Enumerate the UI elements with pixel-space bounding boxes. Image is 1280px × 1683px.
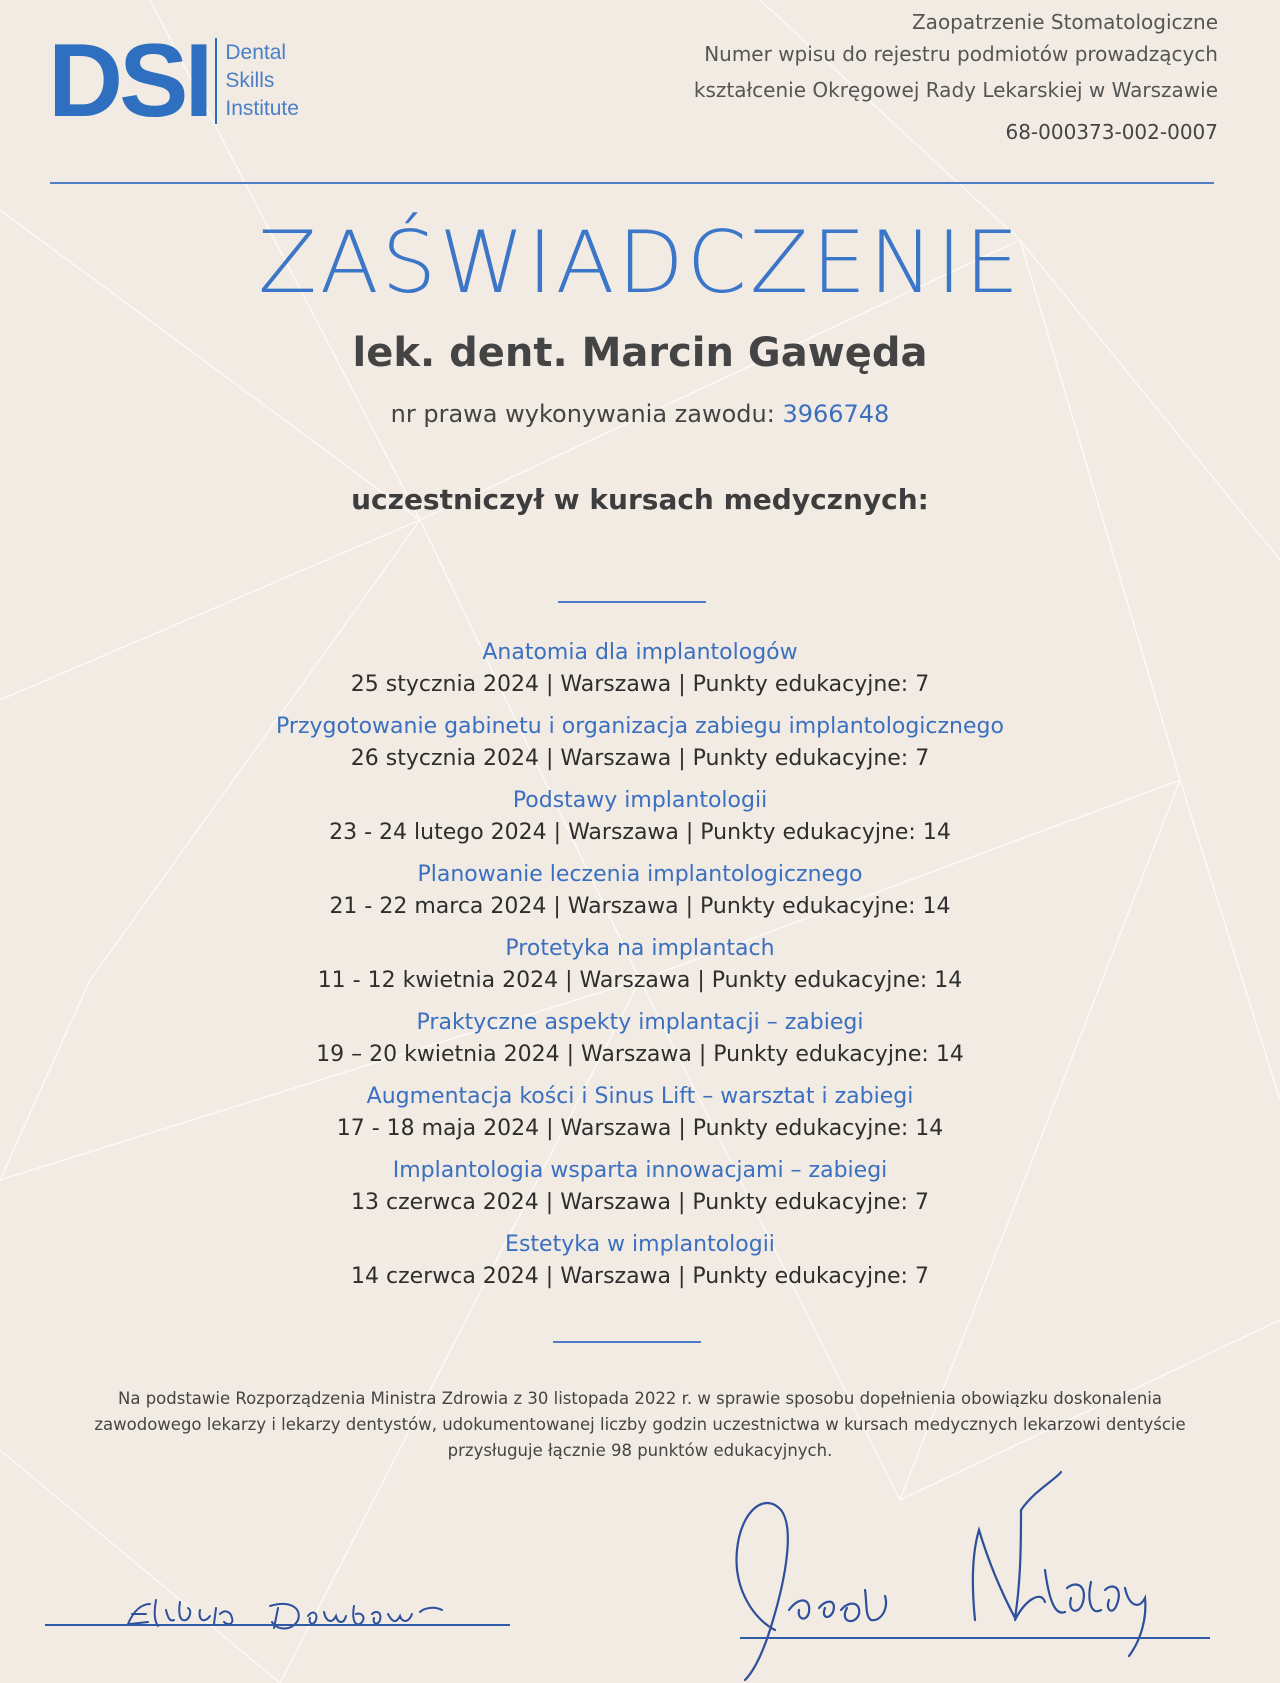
certificate-title: ZAŚWIADCZENIE bbox=[257, 213, 1023, 313]
course-title: Planowanie leczenia implantologicznego bbox=[417, 862, 863, 887]
course-item bbox=[0, 1155, 1280, 1219]
course-title: Przygotowanie gabinetu i organizacja zabiegu implantologicznego bbox=[276, 714, 1004, 739]
logo-text bbox=[225, 39, 299, 123]
course-item bbox=[0, 859, 1280, 923]
course-meta: 21 - 22 marca 2024 | Warszawa | Punkty edukacyjne: 14 bbox=[329, 894, 951, 919]
course-title: Podstawy implantologii bbox=[512, 788, 768, 813]
logo-text-line: Skills bbox=[225, 69, 275, 92]
right-signature-line bbox=[740, 1637, 1210, 1639]
logo-text-line: Institute bbox=[225, 97, 299, 120]
register-number: 68-000373-002-0007 bbox=[1005, 120, 1218, 144]
dsi-logo bbox=[48, 23, 299, 139]
course-item bbox=[0, 711, 1280, 775]
course-item bbox=[0, 1081, 1280, 1145]
left-signature-line bbox=[45, 1624, 510, 1626]
license-number: 3966748 bbox=[782, 400, 890, 428]
course-item bbox=[0, 1229, 1280, 1293]
legal-line: przysługuje łącznie 98 punktów edukacyjnych. bbox=[447, 1441, 833, 1460]
course-meta: 11 - 12 kwietnia 2024 | Warszawa | Punkty edukacyjne: 14 bbox=[317, 968, 963, 993]
register-line-1: Numer wpisu do rejestru podmiotów prowadzących bbox=[704, 42, 1218, 66]
header-divider bbox=[50, 182, 1214, 184]
course-title: Anatomia dla implantologów bbox=[482, 640, 798, 665]
section-divider-bottom bbox=[553, 1341, 701, 1343]
section-divider-top bbox=[558, 601, 706, 603]
course-title: Estetyka w implantologii bbox=[505, 1232, 775, 1257]
license-label: nr prawa wykonywania zawodu: bbox=[390, 400, 783, 428]
course-title: Augmentacja kości i Sinus Lift – warsztat i zabiegi bbox=[366, 1084, 914, 1109]
logo-text-line: Dental bbox=[225, 41, 287, 64]
course-meta: 26 stycznia 2024 | Warszawa | Punkty edukacyjne: 7 bbox=[350, 746, 930, 771]
legal-basis bbox=[46, 1386, 1234, 1464]
course-meta: 14 czerwca 2024 | Warszawa | Punkty edukacyjne: 7 bbox=[351, 1264, 929, 1289]
left-signature bbox=[120, 1580, 480, 1640]
logo-divider bbox=[215, 38, 217, 124]
course-meta: 23 - 24 lutego 2024 | Warszawa | Punkty edukacyjne: 14 bbox=[329, 820, 951, 845]
course-meta: 13 czerwca 2024 | Warszawa | Punkty edukacyjne: 7 bbox=[351, 1190, 929, 1215]
legal-line: Na podstawie Rozporządzenia Ministra Zdrowia z 30 listopada 2022 r. w sprawie sposobu dopełnienia obowiązku doskonalenia bbox=[118, 1389, 1162, 1408]
right-signature bbox=[715, 1470, 1185, 1683]
course-item bbox=[0, 637, 1280, 701]
course-meta: 19 – 20 kwietnia 2024 | Warszawa | Punkty edukacyjne: 14 bbox=[316, 1042, 964, 1067]
issuer-org: Zaopatrzenie Stomatologiczne bbox=[911, 10, 1218, 34]
license-line bbox=[0, 400, 1280, 428]
course-title: Protetyka na implantach bbox=[505, 936, 775, 961]
course-title: Implantologia wsparta innowacjami – zabiegi bbox=[392, 1158, 888, 1183]
course-item bbox=[0, 933, 1280, 997]
recipient-name: lek. dent. Marcin Gawęda bbox=[352, 330, 928, 376]
course-meta: 25 stycznia 2024 | Warszawa | Punkty edukacyjne: 7 bbox=[350, 672, 930, 697]
legal-line: zawodowego lekarzy i lekarzy dentystów, udokumentowanej liczby godzin uczestnictwa w kursach medycznych lekarzowi dentyście bbox=[94, 1415, 1186, 1434]
issuer-info bbox=[694, 8, 1218, 146]
course-list bbox=[0, 637, 1280, 1303]
course-item bbox=[0, 785, 1280, 849]
participation-statement: uczestniczył w kursach medycznych: bbox=[351, 483, 929, 516]
course-meta: 17 - 18 maja 2024 | Warszawa | Punkty edukacyjne: 14 bbox=[336, 1116, 944, 1141]
course-title: Praktyczne aspekty implantacji – zabiegi bbox=[416, 1010, 864, 1035]
logo-mark: DSI bbox=[48, 23, 210, 139]
register-line-2: kształcenie Okręgowej Rady Lekarskiej w Warszawie bbox=[693, 78, 1218, 102]
course-item bbox=[0, 1007, 1280, 1071]
